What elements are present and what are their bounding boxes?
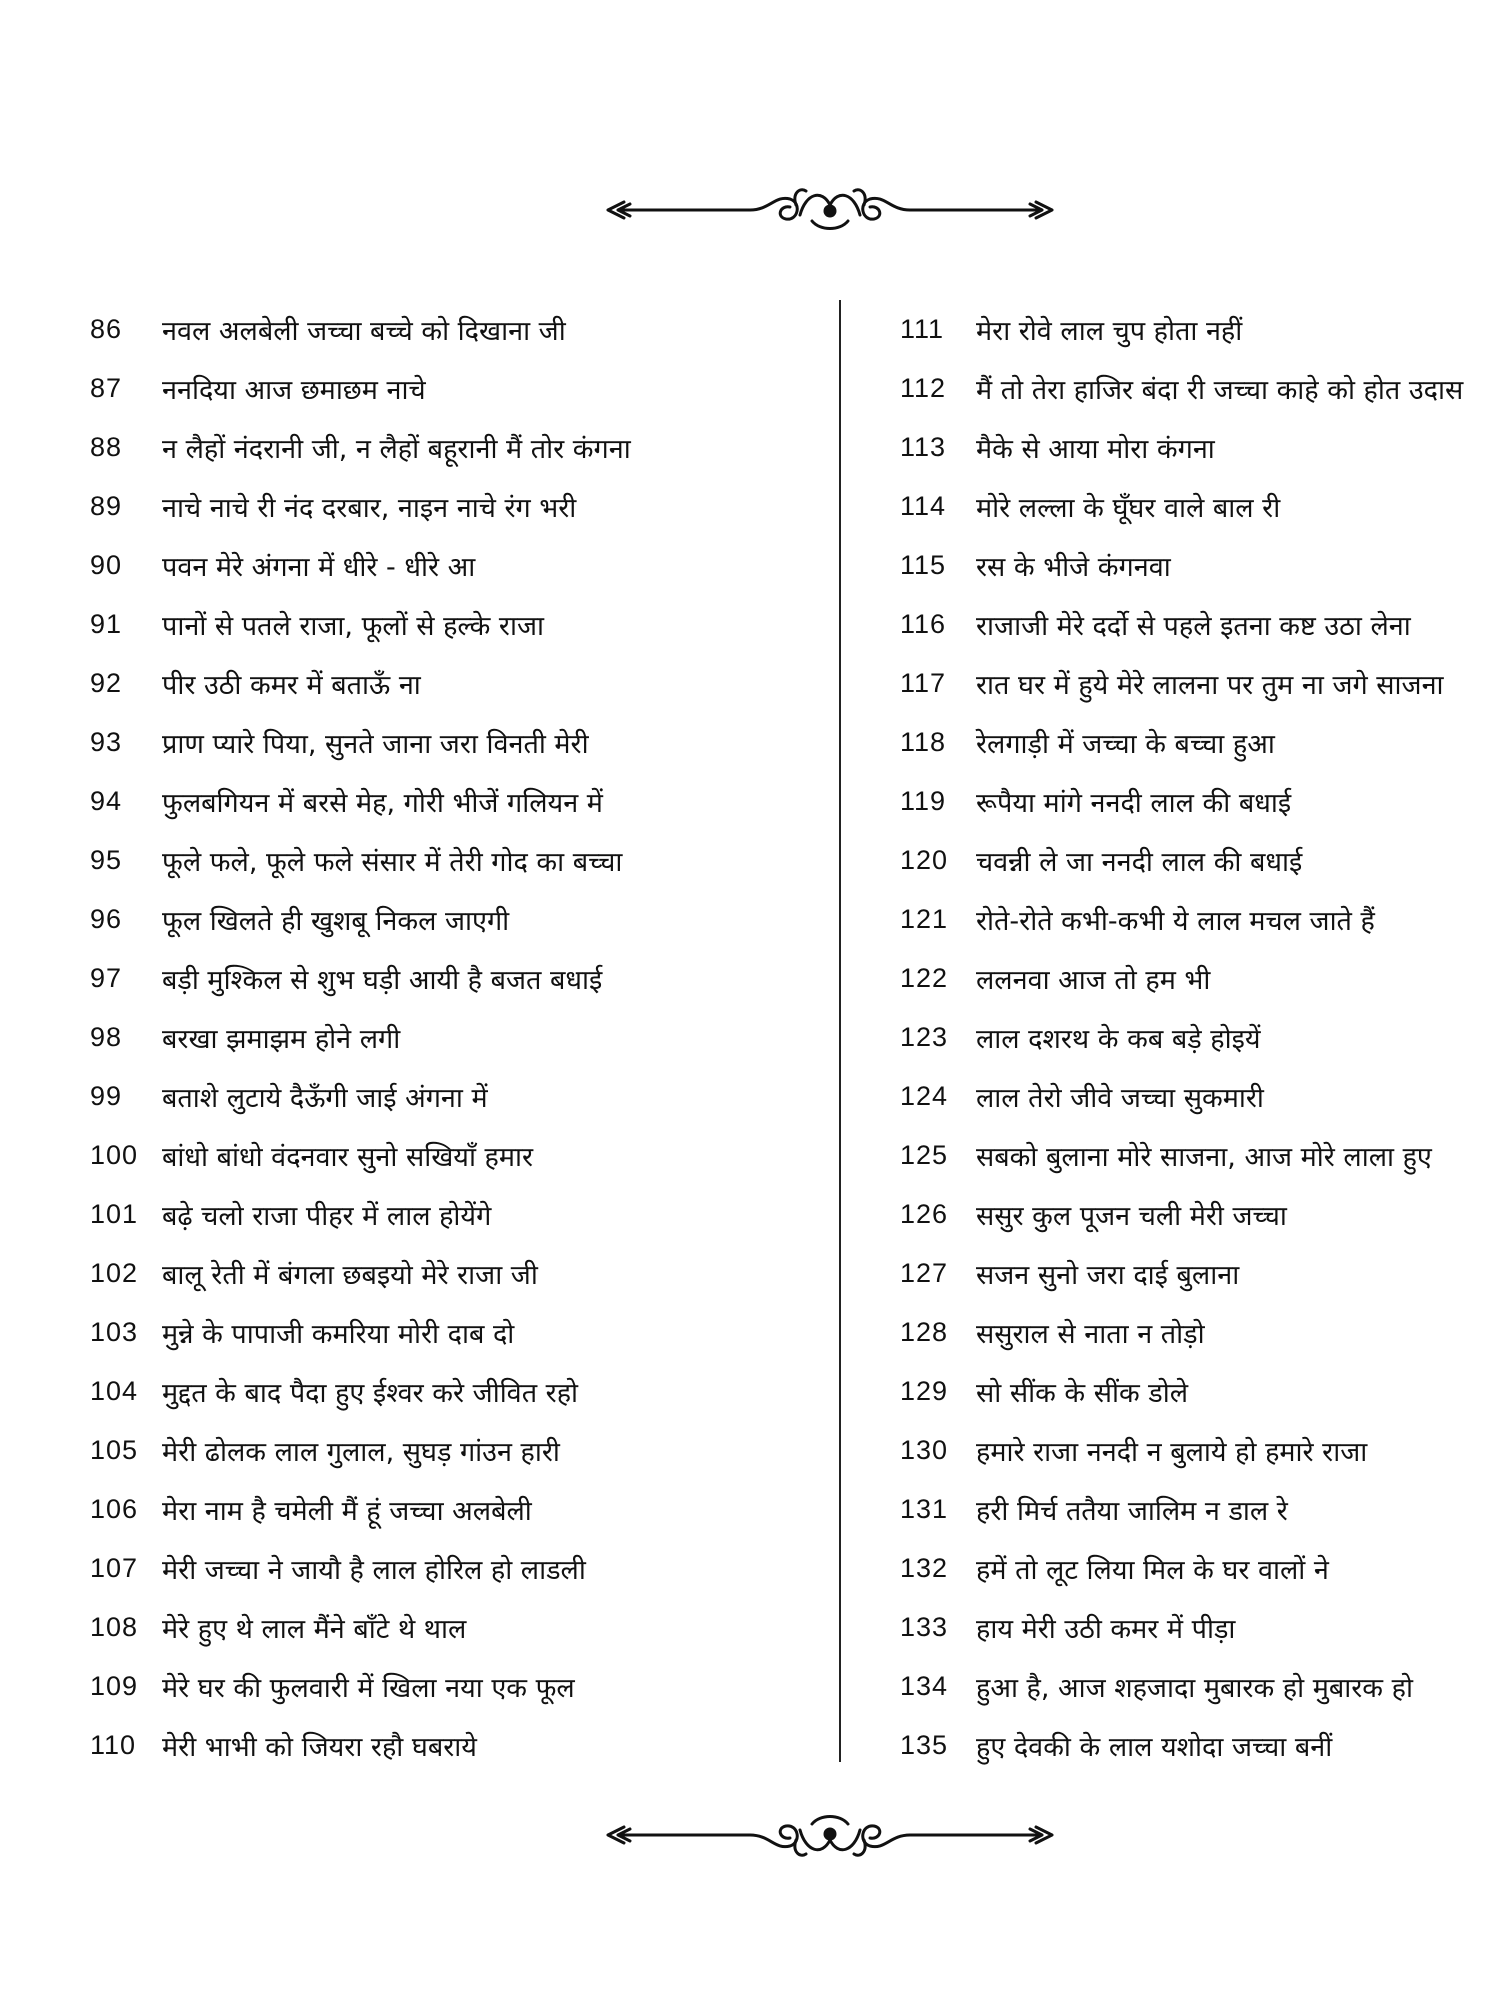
entry-title: ससुराल से नाता न तोड़ो <box>976 1319 1205 1350</box>
entry-title: हाय मेरी उठी कमर में पीड़ा <box>976 1614 1236 1645</box>
entry-title: बालू रेती में बंगला छबइयो मेरे राजा जी <box>162 1260 538 1291</box>
entry-title: फूल खिलते ही खुशबू निकल जाएगी <box>162 906 510 937</box>
entry-number: 103 <box>90 1317 139 1347</box>
entry-number: 118 <box>900 727 947 757</box>
list-item <box>900 1657 1480 1716</box>
left-song-list <box>90 300 810 1775</box>
entry-title: मेरी जच्चा ने जायौ है लाल होरिल हो लाडली <box>162 1555 586 1586</box>
list-item <box>900 1480 1480 1539</box>
entry-number: 113 <box>900 432 947 462</box>
entry-number: 97 <box>90 963 123 993</box>
entry-title: रोते-रोते कभी-कभी ये लाल मचल जाते हैं <box>976 906 1375 937</box>
entry-number: 86 <box>90 314 123 344</box>
list-item <box>90 1716 810 1775</box>
list-item <box>90 772 810 831</box>
list-item <box>900 418 1480 477</box>
list-item <box>900 890 1480 949</box>
entry-number: 100 <box>90 1140 139 1170</box>
entry-number: 132 <box>900 1553 949 1583</box>
list-item <box>90 713 810 772</box>
list-item <box>900 359 1480 418</box>
entry-title: पीर उठी कमर में बताऊँ ना <box>162 670 421 701</box>
list-item <box>900 300 1480 359</box>
entry-number: 125 <box>900 1140 949 1170</box>
entry-title: हमें तो लूट लिया मिल के घर वालों ने <box>976 1555 1329 1586</box>
entry-number: 104 <box>90 1376 139 1406</box>
entry-number: 112 <box>900 373 947 403</box>
entry-title: मेरा रोवे लाल चुप होता नहीं <box>976 316 1243 347</box>
list-item <box>900 831 1480 890</box>
entry-number: 108 <box>90 1612 139 1642</box>
column-divider <box>839 300 841 1762</box>
entry-title: रात घर में हुये मेरे लालना पर तुम ना जगे साजना <box>976 670 1444 701</box>
entry-title: ललनवा आज तो हम भी <box>976 965 1211 996</box>
entry-number: 107 <box>90 1553 139 1583</box>
entry-title: मेरे घर की फुलवारी में खिला नया एक फूल <box>162 1673 575 1704</box>
list-item <box>90 300 810 359</box>
entry-number: 133 <box>900 1612 949 1642</box>
list-item <box>900 1185 1480 1244</box>
entry-number: 92 <box>90 668 123 698</box>
list-item <box>90 654 810 713</box>
entry-title: मुद्दत के बाद पैदा हुए ईश्वर करे जीवित रहो <box>162 1378 579 1409</box>
list-item <box>900 1008 1480 1067</box>
entry-number: 105 <box>90 1435 139 1465</box>
entry-number: 109 <box>90 1671 139 1701</box>
list-item <box>900 477 1480 536</box>
list-item <box>900 772 1480 831</box>
right-song-list <box>900 300 1480 1775</box>
entry-number: 93 <box>90 727 123 757</box>
entry-title: बताशे लुटाये दैऊँगी जाई अंगना में <box>162 1083 488 1114</box>
list-item <box>90 1126 810 1185</box>
entry-number: 126 <box>900 1199 949 1229</box>
entry-number: 135 <box>900 1730 949 1760</box>
entry-title: बड़ी मुश्किल से शुभ घड़ी आयी है बजत बधाई <box>162 965 603 996</box>
list-item <box>90 359 810 418</box>
entry-number: 89 <box>90 491 123 521</box>
entry-title: मेरे हुए थे लाल मैंने बाँटे थे थाल <box>162 1614 467 1645</box>
entry-number: 131 <box>900 1494 949 1524</box>
list-item <box>900 1126 1480 1185</box>
list-item <box>900 654 1480 713</box>
entry-title: नवल अलबेली जच्चा बच्चे को दिखाना जी <box>162 316 566 347</box>
list-item <box>900 1716 1480 1775</box>
entry-title: सजन सुनो जरा दाई बुलाना <box>976 1260 1240 1291</box>
list-item <box>90 1244 810 1303</box>
entry-title: सो सींक के सींक डोले <box>976 1378 1189 1409</box>
entry-title: मुन्ने के पापाजी कमरिया मोरी दाब दो <box>162 1319 515 1350</box>
list-item <box>90 831 810 890</box>
list-item <box>90 1421 810 1480</box>
list-item <box>900 1421 1480 1480</box>
list-item <box>900 1362 1480 1421</box>
entry-title: चवन्नी ले जा ननदी लाल की बधाई <box>976 847 1303 878</box>
entry-number: 116 <box>900 609 947 639</box>
entry-title: मेरी भाभी को जियरा रहौ घबराये <box>162 1732 477 1763</box>
list-item <box>900 595 1480 654</box>
entry-number: 129 <box>900 1376 949 1406</box>
list-item <box>90 418 810 477</box>
entry-title: पवन मेरे अंगना में धीरे - धीरे आ <box>162 552 476 583</box>
entry-number: 122 <box>900 963 949 993</box>
entry-title: मोरे लल्ला के घूँघर वाले बाल री <box>976 493 1281 524</box>
list-item <box>90 1008 810 1067</box>
scroll-flourish-icon <box>600 175 1060 245</box>
entry-title: ससुर कुल पूजन चली मेरी जच्चा <box>976 1201 1287 1232</box>
list-item <box>90 1067 810 1126</box>
entry-number: 110 <box>90 1730 137 1760</box>
entry-number: 130 <box>900 1435 949 1465</box>
list-item <box>90 1598 810 1657</box>
list-item <box>90 536 810 595</box>
entry-number: 102 <box>90 1258 139 1288</box>
entry-title: हुए देवकी के लाल यशोदा जच्चा बनीं <box>976 1732 1333 1763</box>
entry-title: रस के भीजे कंगनवा <box>976 552 1171 583</box>
entry-title: राजाजी मेरे दर्दो से पहले इतना कष्ट उठा लेना <box>976 611 1411 642</box>
list-item <box>90 477 810 536</box>
entry-number: 91 <box>90 609 123 639</box>
entry-number: 106 <box>90 1494 139 1524</box>
entry-title: मैं तो तेरा हाजिर बंदा री जच्चा काहे को होत उदास <box>976 375 1464 406</box>
entry-number: 128 <box>900 1317 949 1347</box>
entry-title: प्राण प्यारे पिया, सुनते जाना जरा विनती मेरी <box>162 729 589 760</box>
entry-title: फुलबगियन में बरसे मेह, गोरी भीजें गलियन में <box>162 788 603 819</box>
scroll-flourish-icon <box>600 1800 1060 1870</box>
entry-title: बढ़े चलो राजा पीहर में लाल होयेंगे <box>162 1201 492 1232</box>
entry-number: 117 <box>900 668 947 698</box>
entry-title: नाचे नाचे री नंद दरबार, नाइन नाचे रंग भरी <box>162 493 577 524</box>
entry-number: 123 <box>900 1022 949 1052</box>
entry-title: रूपैया मांगे ननदी लाल की बधाई <box>976 788 1292 819</box>
entry-number: 119 <box>900 786 947 816</box>
entry-number: 127 <box>900 1258 949 1288</box>
entry-number: 114 <box>900 491 947 521</box>
entry-number: 115 <box>900 550 947 580</box>
entry-number: 88 <box>90 432 123 462</box>
entry-title: मेरी ढोलक लाल गुलाल, सुघड़ गांउन हारी <box>162 1437 560 1468</box>
entry-title: बांधो बांधो वंदनवार सुनो सखियाँ हमार <box>162 1142 534 1173</box>
entry-number: 96 <box>90 904 123 934</box>
entry-number: 101 <box>90 1199 139 1229</box>
list-item <box>90 1539 810 1598</box>
list-item <box>90 1303 810 1362</box>
entry-number: 90 <box>90 550 123 580</box>
entry-number: 98 <box>90 1022 123 1052</box>
list-item <box>900 536 1480 595</box>
entry-title: लाल तेरो जीवे जच्चा सुकमारी <box>976 1083 1264 1114</box>
entry-title: सबको बुलाना मोरे साजना, आज मोरे लाला हुए <box>976 1142 1432 1173</box>
entry-title: रेलगाड़ी में जच्चा के बच्चा हुआ <box>976 729 1275 760</box>
entry-title: पानों से पतले राजा, फूलों से हल्के राजा <box>162 611 544 642</box>
list-item <box>90 890 810 949</box>
list-item <box>900 1244 1480 1303</box>
entry-title: हरी मिर्च ततैया जालिम न डाल रे <box>976 1496 1288 1527</box>
entry-title: हुआ है, आज शहजादा मुबारक हो मुबारक हो <box>976 1673 1413 1704</box>
entry-title: मैके से आया मोरा कंगना <box>976 434 1215 465</box>
list-item <box>90 1657 810 1716</box>
entry-title: बरखा झमाझम होने लगी <box>162 1024 401 1055</box>
list-item <box>900 1303 1480 1362</box>
list-item <box>90 1362 810 1421</box>
entry-title: लाल दशरथ के कब बड़े होइयें <box>976 1024 1261 1055</box>
entry-number: 87 <box>90 373 123 403</box>
entry-number: 111 <box>900 314 945 344</box>
entry-number: 120 <box>900 845 949 875</box>
entry-title: मेरा नाम है चमेली मैं हूं जच्चा अलबेली <box>162 1496 532 1527</box>
list-item <box>900 1539 1480 1598</box>
entry-number: 121 <box>900 904 949 934</box>
entry-title: फूले फले, फूले फले संसार में तेरी गोद का बच्चा <box>162 847 623 878</box>
entry-number: 99 <box>90 1081 123 1111</box>
list-item <box>900 1598 1480 1657</box>
entry-title: ननदिया आज छमाछम नाचे <box>162 375 426 406</box>
entry-title: न लैहों नंदरानी जी, न लैहों बहूरानी मैं तोर कंगना <box>162 434 631 465</box>
entry-number: 124 <box>900 1081 949 1111</box>
list-item <box>90 595 810 654</box>
entry-title: हमारे राजा ननदी न बुलाये हो हमारे राजा <box>976 1437 1368 1468</box>
entry-number: 134 <box>900 1671 949 1701</box>
list-item <box>900 1067 1480 1126</box>
list-item <box>90 1185 810 1244</box>
list-item <box>900 949 1480 1008</box>
list-item <box>90 949 810 1008</box>
entry-number: 95 <box>90 845 123 875</box>
list-item <box>90 1480 810 1539</box>
entry-number: 94 <box>90 786 123 816</box>
list-item <box>900 713 1480 772</box>
